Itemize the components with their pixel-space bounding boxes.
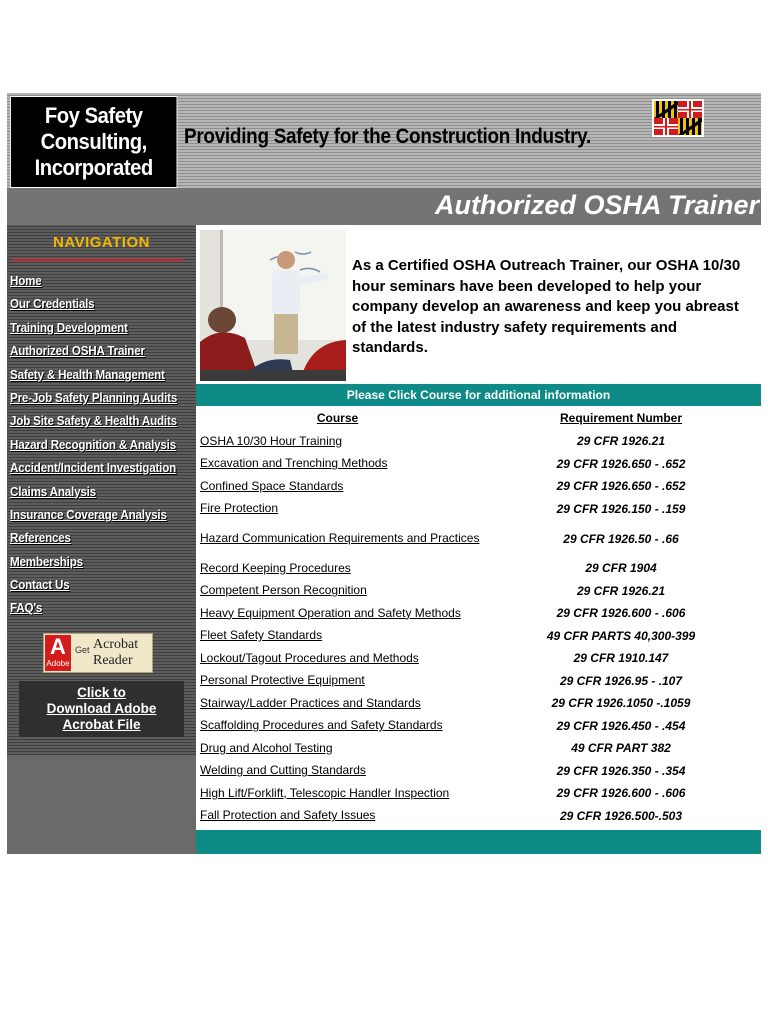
nav-item-credentials[interactable]: Our Credentials (10, 297, 95, 312)
table-row (196, 580, 761, 603)
course-link[interactable]: Excavation and Trenching Methods (200, 456, 388, 471)
course-link[interactable]: Welding and Cutting Standards (200, 763, 366, 778)
sidebar-fill (7, 755, 196, 854)
table-row (196, 760, 761, 783)
acrobat-label-line-1: Acrobat (93, 637, 139, 652)
table-row (196, 625, 761, 648)
nav-list (10, 271, 190, 622)
acrobat-reader-badge[interactable] (43, 633, 153, 673)
table-row (196, 692, 761, 715)
nav-heading: NAVIGATION (53, 234, 150, 251)
nav-item-training-development[interactable]: Training Development (10, 320, 128, 335)
requirement-number: 29 CFR 1926.500-.503 (559, 808, 683, 823)
site-frame (7, 93, 761, 854)
course-banner: Please Click Course for additional information (196, 384, 761, 406)
nav-item-accident-investigation[interactable]: Accident/Incident Investigation (10, 461, 177, 476)
adobe-brand-label: Adobe (46, 659, 70, 668)
maryland-flag-icon (652, 99, 704, 137)
requirement-number: 29 CFR 1926.600 - .606 (556, 606, 686, 621)
course-table (196, 430, 761, 827)
logo-line-3: Incorporated (34, 155, 153, 180)
acrobat-label-line-2: Reader (93, 653, 133, 668)
course-link[interactable]: Drug and Alcohol Testing (200, 740, 333, 755)
course-link[interactable]: Heavy Equipment Operation and Safety Methods (200, 605, 461, 620)
nav-item-home[interactable]: Home (10, 274, 42, 288)
download-line-2: Download Adobe (46, 701, 157, 716)
tagline: Providing Safety for the Construction Industry. (184, 125, 591, 148)
table-row (196, 498, 761, 521)
requirement-number: 29 CFR 1926.95 - .107 (559, 673, 683, 688)
table-row (196, 602, 761, 625)
nav-item-contact-us[interactable]: Contact Us (10, 578, 70, 593)
requirement-number: 49 CFR PART 382 (571, 741, 671, 756)
requirement-number: 29 CFR 1926.21 (576, 583, 666, 598)
nav-item-authorized-osha-trainer[interactable]: Authorized OSHA Trainer (10, 344, 145, 359)
requirement-number: 29 CFR 1926.600 - .606 (556, 786, 686, 801)
logo-line-1: Foy Safety (44, 103, 143, 128)
nav-item-memberships[interactable]: Memberships (10, 554, 83, 569)
course-link[interactable]: OSHA 10/30 Hour Training (200, 433, 343, 448)
requirement-number: 29 CFR 1904 (585, 561, 657, 576)
course-link[interactable]: Hazard Communication Requirements and Practices (200, 531, 480, 545)
course-link[interactable]: Stairway/Ladder Practices and Standards (200, 695, 421, 710)
course-link[interactable]: Confined Space Standards (200, 478, 344, 493)
footer-band (196, 830, 761, 854)
nav-item-pre-job-audits[interactable]: Pre-Job Safety Planning Audits (10, 390, 178, 405)
column-header-course: Course (316, 411, 359, 425)
logo-line-2: Consulting, (40, 129, 147, 154)
nav-item-job-site-audits[interactable]: Job Site Safety & Health Audits (10, 414, 177, 429)
nav-item-claims-analysis[interactable]: Claims Analysis (10, 484, 96, 499)
download-line-3: Acrobat File (62, 717, 141, 732)
table-row (196, 737, 761, 760)
table-row (196, 430, 761, 453)
requirement-number: 29 CFR 1926.450 - .454 (556, 718, 686, 733)
download-acrobat-link[interactable] (19, 681, 184, 737)
requirement-number: 29 CFR 1926.150 - .159 (556, 501, 686, 516)
table-row (196, 647, 761, 670)
company-logo[interactable] (10, 96, 177, 188)
nav-item-hazard-recognition[interactable]: Hazard Recognition & Analysis (10, 437, 177, 452)
acrobat-reader-label (93, 637, 153, 669)
requirement-number: 29 CFR 1926.21 (576, 434, 666, 449)
requirement-number: 29 CFR 1926.650 - .652 (556, 456, 686, 471)
requirement-number: 29 CFR 1926.1050 -.1059 (551, 696, 691, 711)
requirement-number: 29 CFR 1910.147 (573, 651, 669, 666)
table-row (196, 520, 761, 557)
trainer-photo (200, 230, 346, 381)
download-line-1: Click to (77, 685, 126, 700)
nav-divider (13, 259, 183, 261)
nav-item-safety-health-management[interactable]: Safety & Health Management (10, 367, 165, 382)
requirement-number: 29 CFR 1926.350 - .354 (556, 763, 686, 778)
table-row (196, 670, 761, 693)
page-title: Authorized OSHA Trainer (434, 190, 759, 220)
course-link[interactable]: Lockout/Tagout Procedures and Methods (200, 650, 419, 665)
table-row (196, 805, 761, 828)
course-link[interactable]: Record Keeping Procedures (200, 560, 351, 575)
table-row (196, 557, 761, 580)
course-link[interactable]: High Lift/Forklift, Telescopic Handler Inspection (200, 785, 450, 800)
nav-item-references[interactable]: References (10, 531, 71, 546)
table-row (196, 715, 761, 738)
header (7, 93, 761, 225)
course-link[interactable]: Fall Protection and Safety Issues (200, 808, 376, 823)
course-link[interactable]: Personal Protective Equipment (200, 673, 365, 688)
course-link[interactable]: Fire Protection (200, 501, 279, 516)
table-row (196, 475, 761, 498)
course-link[interactable]: Scaffolding Procedures and Safety Standards (200, 718, 443, 733)
intro-text: As a Certified OSHA Outreach Trainer, our OSHA 10/30 hour seminars have been developed to help your company develop an awareness and keep you abreast of the latest industry safety requirements and standards. (352, 257, 741, 356)
adobe-acrobat-icon: A Adobe (45, 635, 71, 671)
sidebar (7, 225, 196, 854)
nav-item-insurance-coverage[interactable]: Insurance Coverage Analysis (10, 507, 167, 522)
course-link[interactable]: Competent Person Recognition (200, 583, 367, 598)
requirement-number: 29 CFR 1926.650 - .652 (556, 479, 686, 494)
course-link[interactable]: Fleet Safety Standards (200, 628, 323, 643)
column-header-requirement: Requirement Number (559, 411, 683, 425)
get-label: Get (75, 645, 90, 655)
requirement-number: 29 CFR 1926.50 - .66 (563, 531, 679, 546)
table-row (196, 453, 761, 476)
requirement-number: 49 CFR PARTS 40,300-399 (546, 628, 696, 643)
nav-item-faqs[interactable]: FAQ's (10, 601, 43, 616)
table-header (196, 409, 761, 429)
table-row (196, 782, 761, 805)
